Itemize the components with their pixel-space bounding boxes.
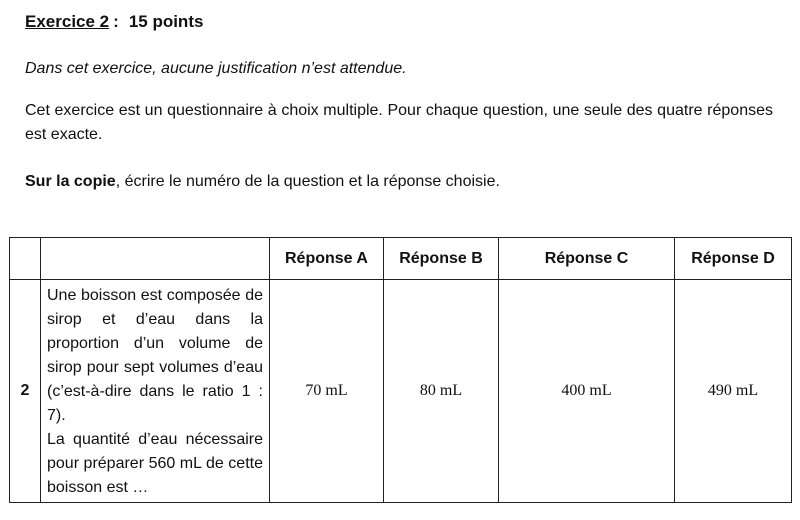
- header-question-cell: [41, 238, 270, 280]
- title-separator: :: [113, 12, 119, 31]
- mcq-table: [9, 237, 792, 503]
- answer-b: 80 mL: [384, 280, 499, 503]
- question-text: [41, 280, 270, 503]
- question-statement: Une boisson est composée de sirop et d’eau dans la proportion d’un volume de sirop pour sept volumes d’eau (c’est-à-dire dans le ratio 1 : 7).: [47, 287, 263, 424]
- exercise-label: Exercice 2: [25, 12, 110, 31]
- exercise-title: [25, 12, 203, 32]
- question-prompt: La quantité d’eau nécessaire pour préparer 560 mL de cette boisson est …: [47, 431, 263, 496]
- answer-c: 400 mL: [499, 280, 675, 503]
- header-answer-d: Réponse D: [675, 238, 792, 280]
- instruction-italic-note: Dans cet exercice, aucune justification n’est attendue.: [25, 60, 407, 77]
- table-header-row: [10, 238, 792, 280]
- instruction-copy: [25, 170, 773, 194]
- header-answer-b: Réponse B: [384, 238, 499, 280]
- instruction-description: Cet exercice est un questionnaire à choix multiple. Pour chaque question, une seule des quatre réponses est exacte.: [25, 102, 773, 143]
- header-answer-a: Réponse A: [270, 238, 384, 280]
- instruction-copy-bold: Sur la copie: [25, 173, 116, 190]
- answer-d: 490 mL: [675, 280, 792, 503]
- question-number: 2: [10, 280, 41, 503]
- answer-a: 70 mL: [270, 280, 384, 503]
- instruction-copy-rest: , écrire le numéro de la question et la réponse choisie.: [115, 173, 500, 190]
- table-row: [10, 280, 792, 503]
- header-answer-c: Réponse C: [499, 238, 675, 280]
- exercise-points: 15 points: [128, 12, 204, 31]
- header-number-cell: [10, 238, 41, 280]
